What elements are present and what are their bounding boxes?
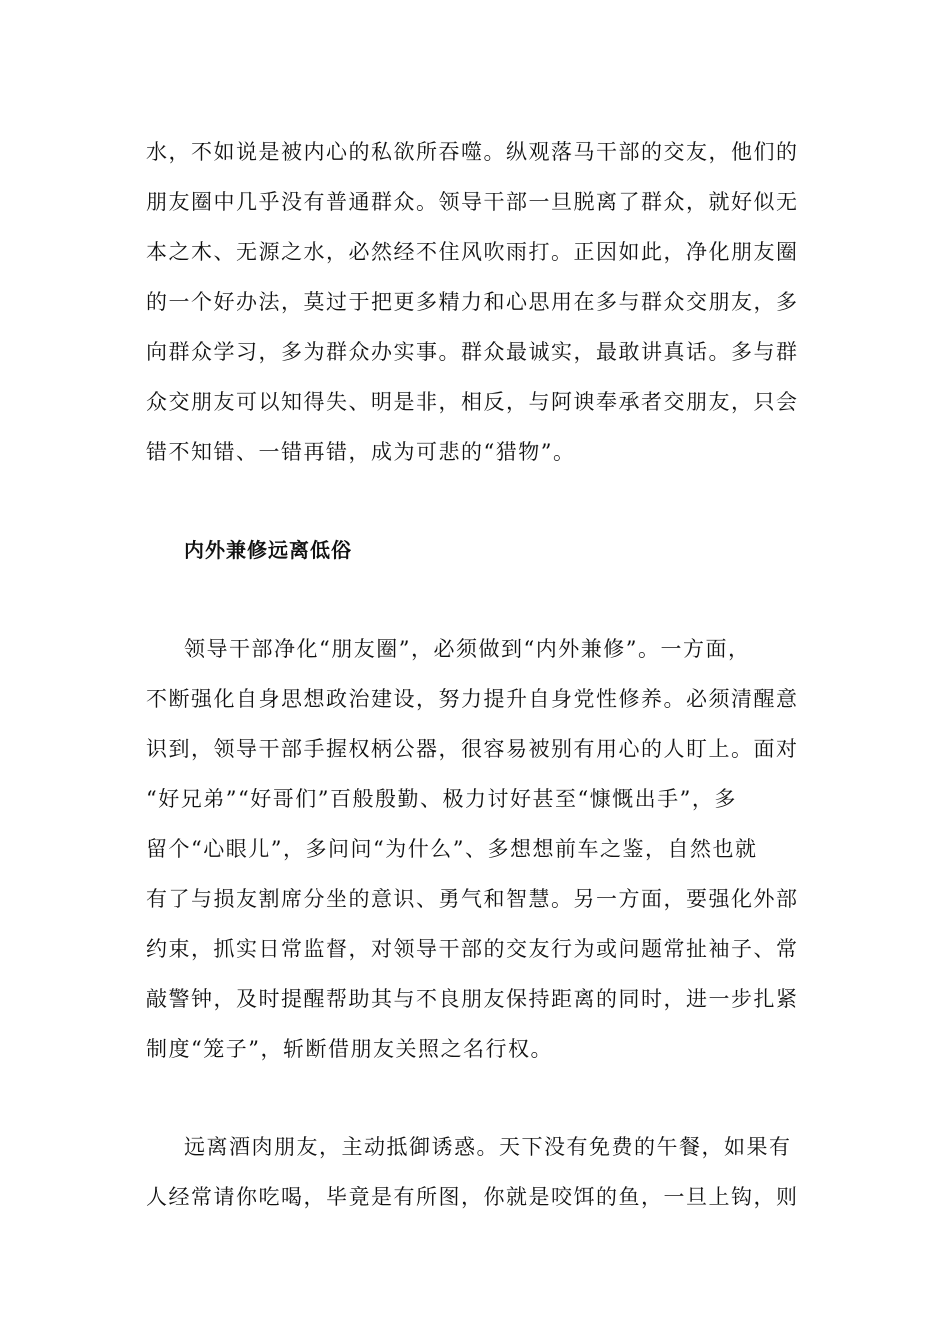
paragraph-2	[146, 624, 808, 1074]
paragraph-line: “好兄弟”“好哥们”百般殷勤、极力讨好甚至“慷慨出手”，多	[146, 787, 737, 811]
paragraph-line: 敲警钟，及时提醒帮助其与不良朋友保持距离的同时，进一步扎紧	[146, 987, 799, 1011]
paragraph-line: 本之木、无源之水，必然经不住风吹雨打。正因如此，净化朋友圈	[146, 240, 799, 264]
paragraph-line: 人经常请你吃喝，毕竟是有所图，你就是咬饵的鱼，一旦上钩，则	[146, 1185, 799, 1209]
paragraph-line: 远离酒肉朋友，主动抵御诱惑。天下没有免费的午餐，如果有	[184, 1135, 792, 1159]
paragraph-line: 制度“笼子”，斩断借朋友关照之名行权。	[146, 1037, 553, 1061]
paragraph-line: 有了与损友割席分坐的意识、勇气和智慧。另一方面，要强化外部	[146, 887, 799, 911]
paragraph-line: 的一个好办法，莫过于把更多精力和心思用在多与群众交朋友，多	[146, 290, 799, 314]
paragraph-line: 水，不如说是被内心的私欲所吞噬。纵观落马干部的交友，他们的	[146, 140, 799, 164]
paragraph-line: 留个“心眼儿”，多问问“为什么”、多想想前车之鉴，自然也就	[146, 837, 758, 861]
section-heading: 内外兼修远离低俗	[184, 538, 352, 562]
paragraph-line: 朋友圈中几乎没有普通群众。领导干部一旦脱离了群众，就好似无	[146, 190, 799, 214]
paragraph-1	[146, 127, 808, 477]
paragraph-3	[146, 1122, 808, 1222]
paragraph-line: 约束，抓实日常监督，对领导干部的交友行为或问题常扯袖子、常	[146, 937, 799, 961]
paragraph-line: 识到，领导干部手握权柄公器，很容易被别有用心的人盯上。面对	[146, 737, 799, 761]
paragraph-line: 不断强化自身思想政治建设，努力提升自身党性修养。必须清醒意	[146, 687, 799, 711]
paragraph-line: 向群众学习，多为群众办实事。群众最诚实，最敢讲真话。多与群	[146, 340, 799, 364]
paragraph-line: 领导干部净化“朋友圈”，必须做到“内外兼修”。一方面，	[184, 637, 751, 661]
paragraph-line: 众交朋友可以知得失、明是非，相反，与阿谀奉承者交朋友，只会	[146, 390, 799, 414]
paragraph-line: 错不知错、一错再错，成为可悲的“猎物”。	[146, 440, 576, 464]
